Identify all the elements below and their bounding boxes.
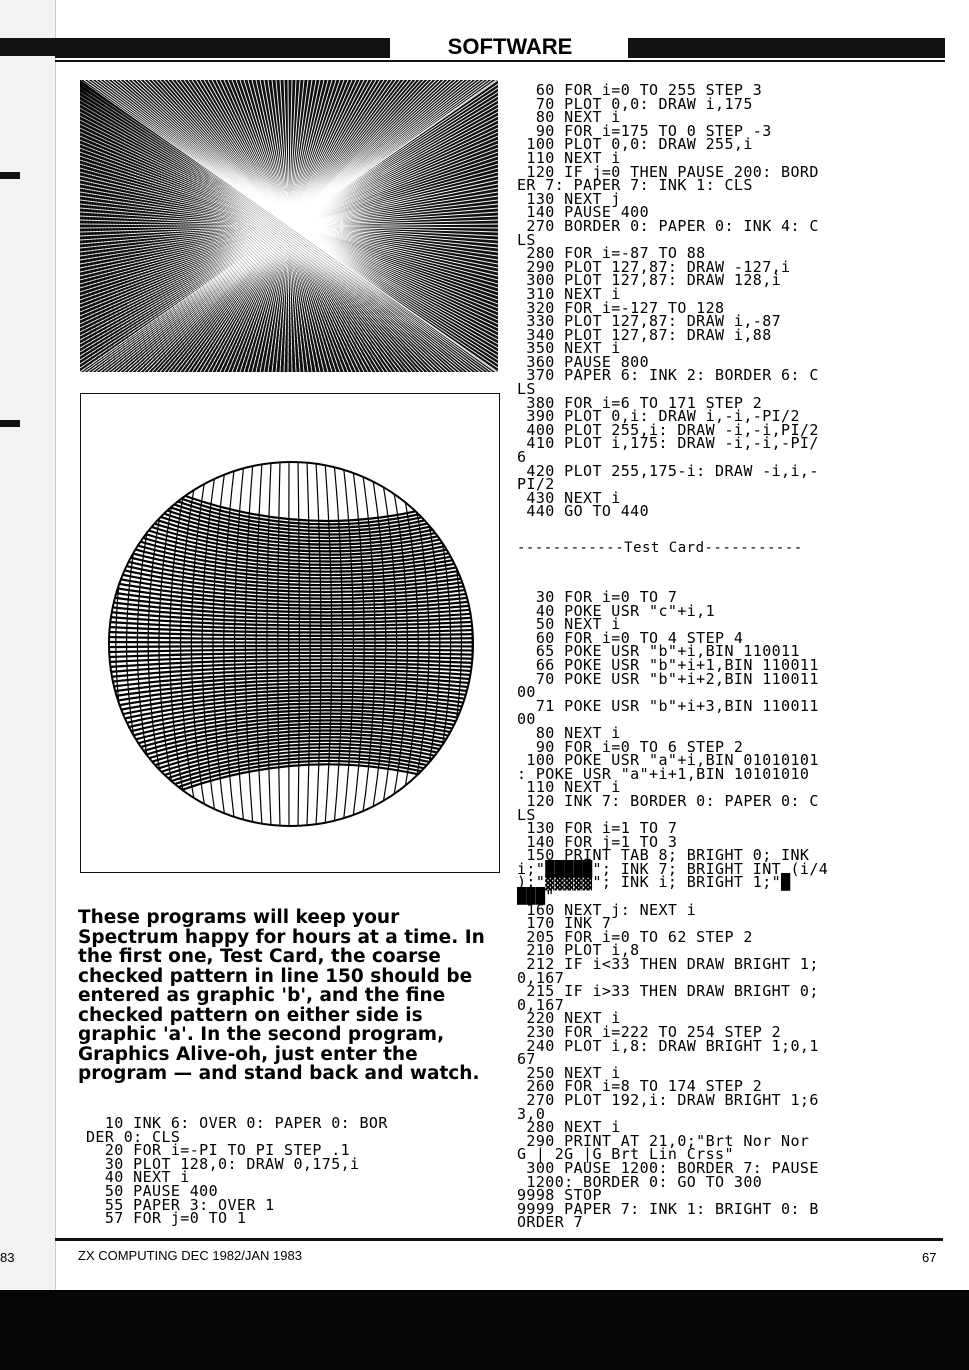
scan-bottom-margin [0, 1290, 969, 1370]
page-number: 67 [922, 1250, 937, 1265]
magazine-issue: ZX COMPUTING DEC 1982/JAN 1983 [78, 1248, 302, 1263]
adjacent-page-edge [0, 0, 56, 1290]
sphere-graphic [81, 394, 499, 872]
adjacent-page-number: 83 [0, 1250, 15, 1265]
screenshot-sphere [80, 393, 500, 873]
section-title: SOFTWARE [447, 34, 573, 59]
header-underline [55, 60, 945, 62]
adjacent-page-mark [0, 420, 20, 427]
footer-rule [55, 1238, 943, 1241]
program-listing-left: 10 INK 6: OVER 0: PAPER 0: BOR DER 0: CLS 20 FOR i=-PI TO PI STEP .1 30 PLOT 128,0: DRAW 0,175,i 40 NEXT i 50 PAUSE 400 55 PAPER 3: OVER 1 57 FOR j=0 TO 1 [86, 1114, 388, 1228]
article-caption: These programs will keep your Spectrum happy for hours at a time. In the first one, Test Card, the coarse checked pattern in line 150 should be entered as graphic 'b', and the fine checked pattern on either side is graphic 'a'. In the second program, Graphics Alive-oh, just enter the program — and stand back and watch. [78, 907, 485, 1084]
screenshot-line-pattern [80, 80, 498, 372]
adjacent-page-header-bar [0, 38, 55, 56]
header-bar-right [628, 38, 945, 58]
adjacent-page-mark [0, 172, 20, 179]
program-listing-graphics-alive: 60 FOR i=0 TO 255 STEP 3 70 PLOT 0,0: DRAW i,175 80 NEXT i 90 FOR i=175 TO 0 STEP -3 100 PLOT 0,0: DRAW 255,i 110 NEXT i 120 IF j=0 THEN PAUSE 200: BORD ER 7: PAPER 7: INK 1: CLS 130 NEXT j 140 PAUSE 400 270 BORDER 0: PAPER 0: INK 4: C LS 280 FOR i=-87 TO 88 290 PLOT 127,87: DRAW -127,i 300 PLOT 127,87: DRAW 128,i 310 NEXT i 320 FOR i=-127 TO 128 330 PLOT 127,87: DRAW i,-87 340 PLOT 127,87: DRAW i,88 350 NEXT i 360 PAUSE 800 370 PAPER 6: INK 2: BORDER 6: C LS 380 FOR i=6 TO 171 STEP 2 390 PLOT 0,i: DRAW i,-i,-PI/2 400 PLOT 255,i: DRAW -i,-i,PI/2 410 PLOT i,175: DRAW -i,-i,-PI/ 6 420 PLOT 255,175-i: DRAW -i,i,- PI/2 430 NEXT i 440 GO TO 440 [517, 81, 819, 521]
line-pattern-graphic [80, 80, 498, 372]
header-bar-left [55, 38, 390, 58]
program-listing-test-card: 30 FOR i=0 TO 7 40 POKE USR "c"+i,1 50 NEXT i 60 FOR i=0 TO 4 STEP 4 65 POKE USR "b"+i,BIN 110011 66 POKE USR "b"+i+1,BIN 110011 70 POKE USR "b"+i+2,BIN 110011 00 71 POKE USR "b"+i+3,BIN 110011 00 80 NEXT i 90 FOR i=0 TO 6 STEP 2 100 POKE USR "a"+i,BIN 01010101 : POKE USR "a"+i+1,BIN 10101010 110 NEXT i 120 INK 7: BORDER 0: PAPER 0: C LS 130 FOR i=1 TO 7 140 FOR j=1 TO 3 150 PRINT TAB 8; BRIGHT 0; INK i;"█████"; INK 7; BRIGHT INT (i/4 );"▓▓▓▓▓"; INK i; BRIGHT 1;"█ ███" 160 NEXT j: NEXT i 170 INK 7 205 FOR i=0 TO 62 STEP 2 210 PLOT i,8 212 IF i<33 THEN DRAW BRIGHT 1; 0,167 215 IF i>33 THEN DRAW BRIGHT 0; 0,167 220 NEXT i 230 FOR i=222 TO 254 STEP 2 240 PLOT i,8: DRAW BRIGHT 1;0,1 67 250 NEXT i 260 FOR i=8 TO 174 STEP 2 270 PLOT 192,i: DRAW BRIGHT 1;6 3,0 280 NEXT i 290 PRINT AT 21,0;"Brt Nor Nor G | 2G |G Brt Lin Crss" 300 PAUSE 1200: BORDER 7: PAUSE 1200: BORDER 0: GO TO 300 9998 STOP 9999 PAPER 7: INK 1: BRIGHT 0: B ORDER 7 [517, 588, 829, 1232]
test-card-divider: ------------Test Card----------- [517, 540, 803, 556]
